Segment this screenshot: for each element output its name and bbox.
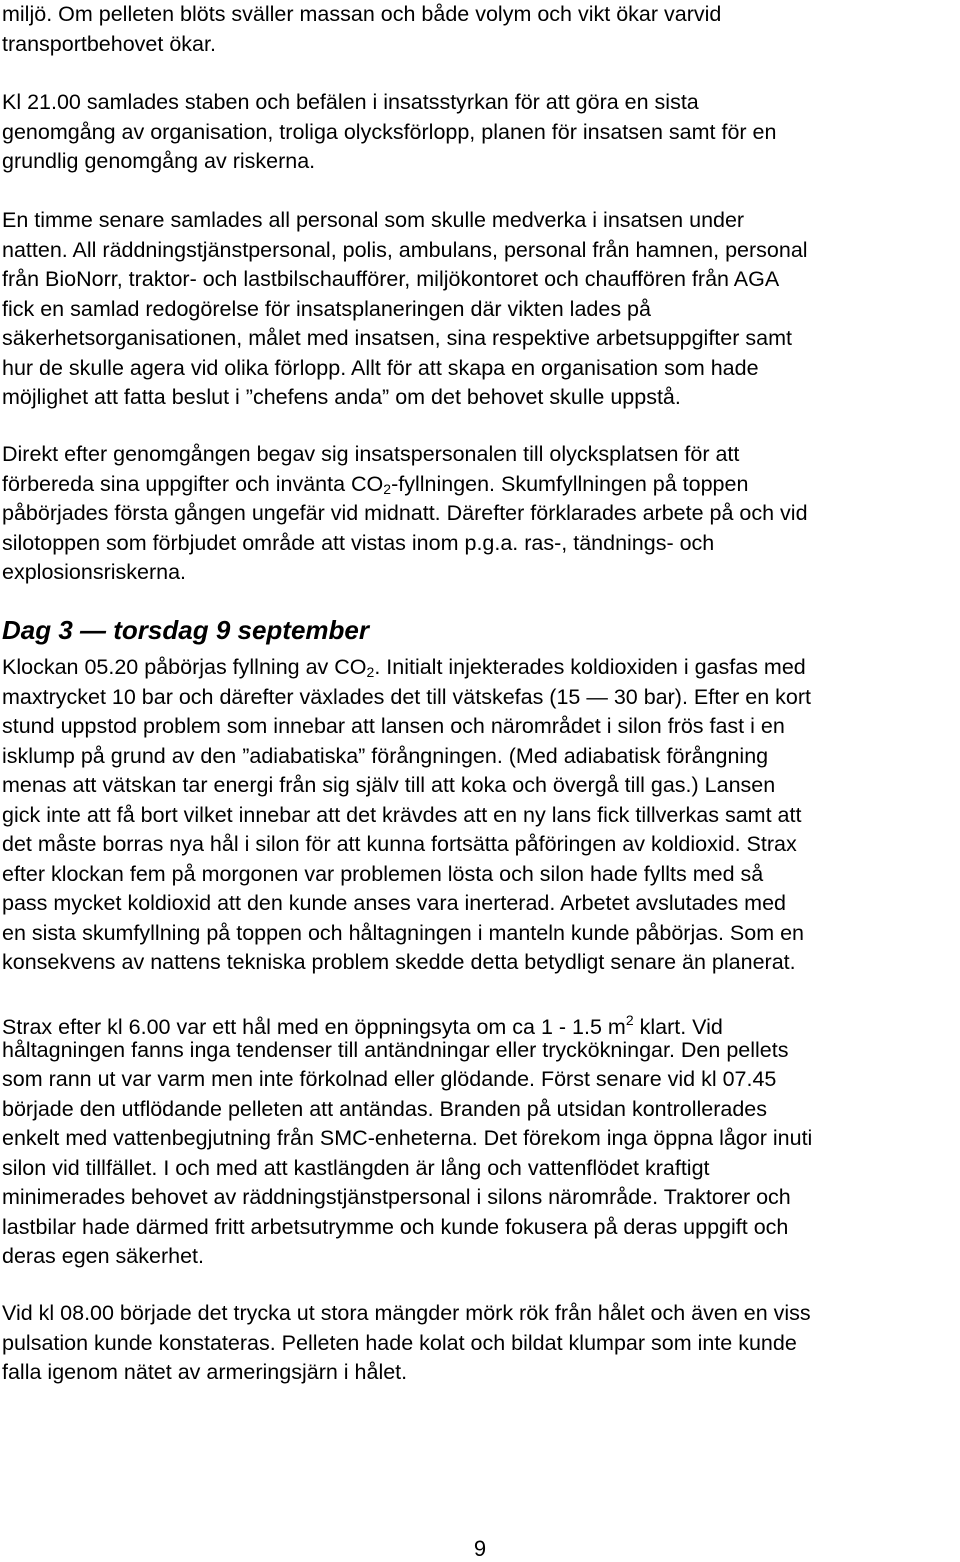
text-segment: Strax efter kl 6.00 var ett hål med en öppningsyta om ca 1 - 1.5 m	[2, 1015, 626, 1039]
text-line: efter klockan fem på morgonen var problemen lösta och silon hade fyllts med så	[2, 861, 764, 886]
text-line: silon vid tillfället. I och med att kastlängden är lång och vattenflödet kraftigt	[2, 1155, 710, 1180]
text-line: konsekvens av nattens tekniska problem skedde detta betydligt senare än planerat.	[2, 950, 796, 974]
text-line	[2, 653, 811, 683]
text-segment: -fyllningen. Skumfyllningen på toppen	[391, 471, 749, 496]
paragraph-strax-efter-6	[2, 1006, 812, 1272]
superscript: 2	[625, 1012, 634, 1028]
text-line: explosionsriskerna.	[2, 560, 187, 584]
paragraph-personnel-briefing	[2, 206, 808, 413]
text-line: grundlig genomgång av riskerna.	[2, 149, 316, 173]
subscript: 2	[383, 480, 392, 497]
text-line: enkelt med vattenbegjutning från SMC-enheterna. Det förekom inga öppna lågor inuti	[2, 1126, 813, 1150]
text-line: påbörjades första gången ungefär vid midnatt. Därefter förklarades arbete på och vid	[2, 501, 808, 525]
paragraph-kl-0800	[2, 1299, 811, 1388]
text-line: miljö. Om pelleten blöts sväller massan och både volym och vikt ökar varvid	[2, 2, 722, 26]
text-line: maxtrycket 10 bar och därefter växlades det till vätskefas (15 — 30 bar). Efter en kort	[2, 684, 812, 709]
text-line: natten. All räddningstjänstpersonal, polis, ambulans, personal från hamnen, personal	[2, 237, 808, 262]
text-line: genomgång av organisation, troliga olycksförlopp, planen för insatsen samt för en	[2, 119, 777, 144]
text-segment: förbereda sina uppgifter och invänta CO	[2, 471, 384, 496]
text-line: stund uppstod problem som innebar att lansen och närområdet i silon frös fast i en	[2, 714, 785, 738]
text-line: gick inte att få bort vilket innebar att det krävdes att en ny lans fick tillverkas samt att	[2, 802, 802, 827]
text-line: silotoppen som förbjudet område att vistas inom p.g.a. ras-, tändnings- och	[2, 530, 715, 555]
text-line: det måste borras nya hål i silon för att kunna fortsätta påföringen av koldioxid. Strax	[2, 832, 797, 856]
text-line: från BioNorr, traktor- och lastbilschaufförer, miljökontoret och chauffören från AGA	[2, 267, 780, 291]
text-line: isklump på grund av den ”adiabatiska” förångningen. (Med adiabatisk förångning	[2, 743, 769, 768]
text-line: fick en samlad redogörelse för insatsplaneringen där vikten lades på	[2, 296, 651, 321]
text-line: säkerhetsorganisationen, målet med insatsen, sina respektive arbetsuppgifter samt	[2, 326, 792, 350]
text-line: håltagningen fanns inga tendenser till antändningar eller tryckökningar. Den pellets	[2, 1037, 789, 1062]
page-number: 9	[473, 1536, 487, 1561]
text-line: möjlighet att fatta beslut i ”chefens anda” om det behovet skulle uppstå.	[2, 385, 681, 409]
text-line	[2, 470, 808, 500]
text-line: pass mycket koldioxid att den kunde anses vara inerterad. Arbetet avslutades med	[2, 891, 786, 915]
text-line: menas att vätskan tar energi från sig själv till att koka och övergå till gas.) Lansen	[2, 773, 776, 797]
text-line: minimerades behovet av räddningstjänstpersonal i silons närområde. Traktorer och	[2, 1185, 791, 1209]
section-heading: Dag 3 — torsdag 9 september	[2, 615, 369, 645]
subscript: 2	[366, 664, 375, 680]
text-line: lastbilar hade därmed fritt arbetsutrymme och kunde fokusera på deras uppgift och	[2, 1214, 789, 1239]
text-line: falla igenom nätet av armeringsjärn i hålet.	[2, 1360, 408, 1384]
text-line: hur de skulle agera vid olika förlopp. Allt för att skapa en organisation som hade	[2, 355, 759, 380]
text-segment: Klockan 05.20 påbörjas fyllning av CO	[2, 655, 367, 679]
text-line: deras egen säkerhet.	[2, 1244, 204, 1268]
text-segment: . Initialt injekterades koldioxiden i gasfas med	[374, 655, 806, 679]
paragraph-klockan-0520	[2, 653, 811, 978]
paragraph-intro-continuation	[2, 0, 721, 59]
text-line: började den utflödande pelleten att antändas. Branden på utsidan kontrollerades	[2, 1096, 768, 1121]
paragraph-direct-after-briefing	[2, 440, 808, 588]
paragraph-kl-21	[2, 88, 776, 177]
text-line: Kl 21.00 samlades staben och befälen i insatsstyrkan för att göra en sista	[2, 90, 699, 114]
text-line: transportbehovet ökar.	[2, 31, 216, 56]
text-line: som rann ut var varm men inte förkolnad eller glödande. Först senare vid kl 07.45	[2, 1067, 777, 1091]
text-line: pulsation kunde konstateras. Pelleten hade kolat och bildat klumpar som inte kunde	[2, 1330, 797, 1355]
text-line: En timme senare samlades all personal som skulle medverka i insatsen under	[2, 208, 745, 232]
text-line: Vid kl 08.00 började det trycka ut stora mängder mörk rök från hålet och även en viss	[2, 1301, 811, 1325]
text-line: en sista skumfyllning på toppen och håltagningen i manteln kunde påbörjas. Som en	[2, 920, 804, 945]
text-line	[2, 1006, 812, 1039]
text-segment: klart. Vid	[633, 1015, 723, 1039]
text-line: Direkt efter genomgången begav sig insatspersonalen till olycksplatsen för att	[2, 442, 740, 466]
